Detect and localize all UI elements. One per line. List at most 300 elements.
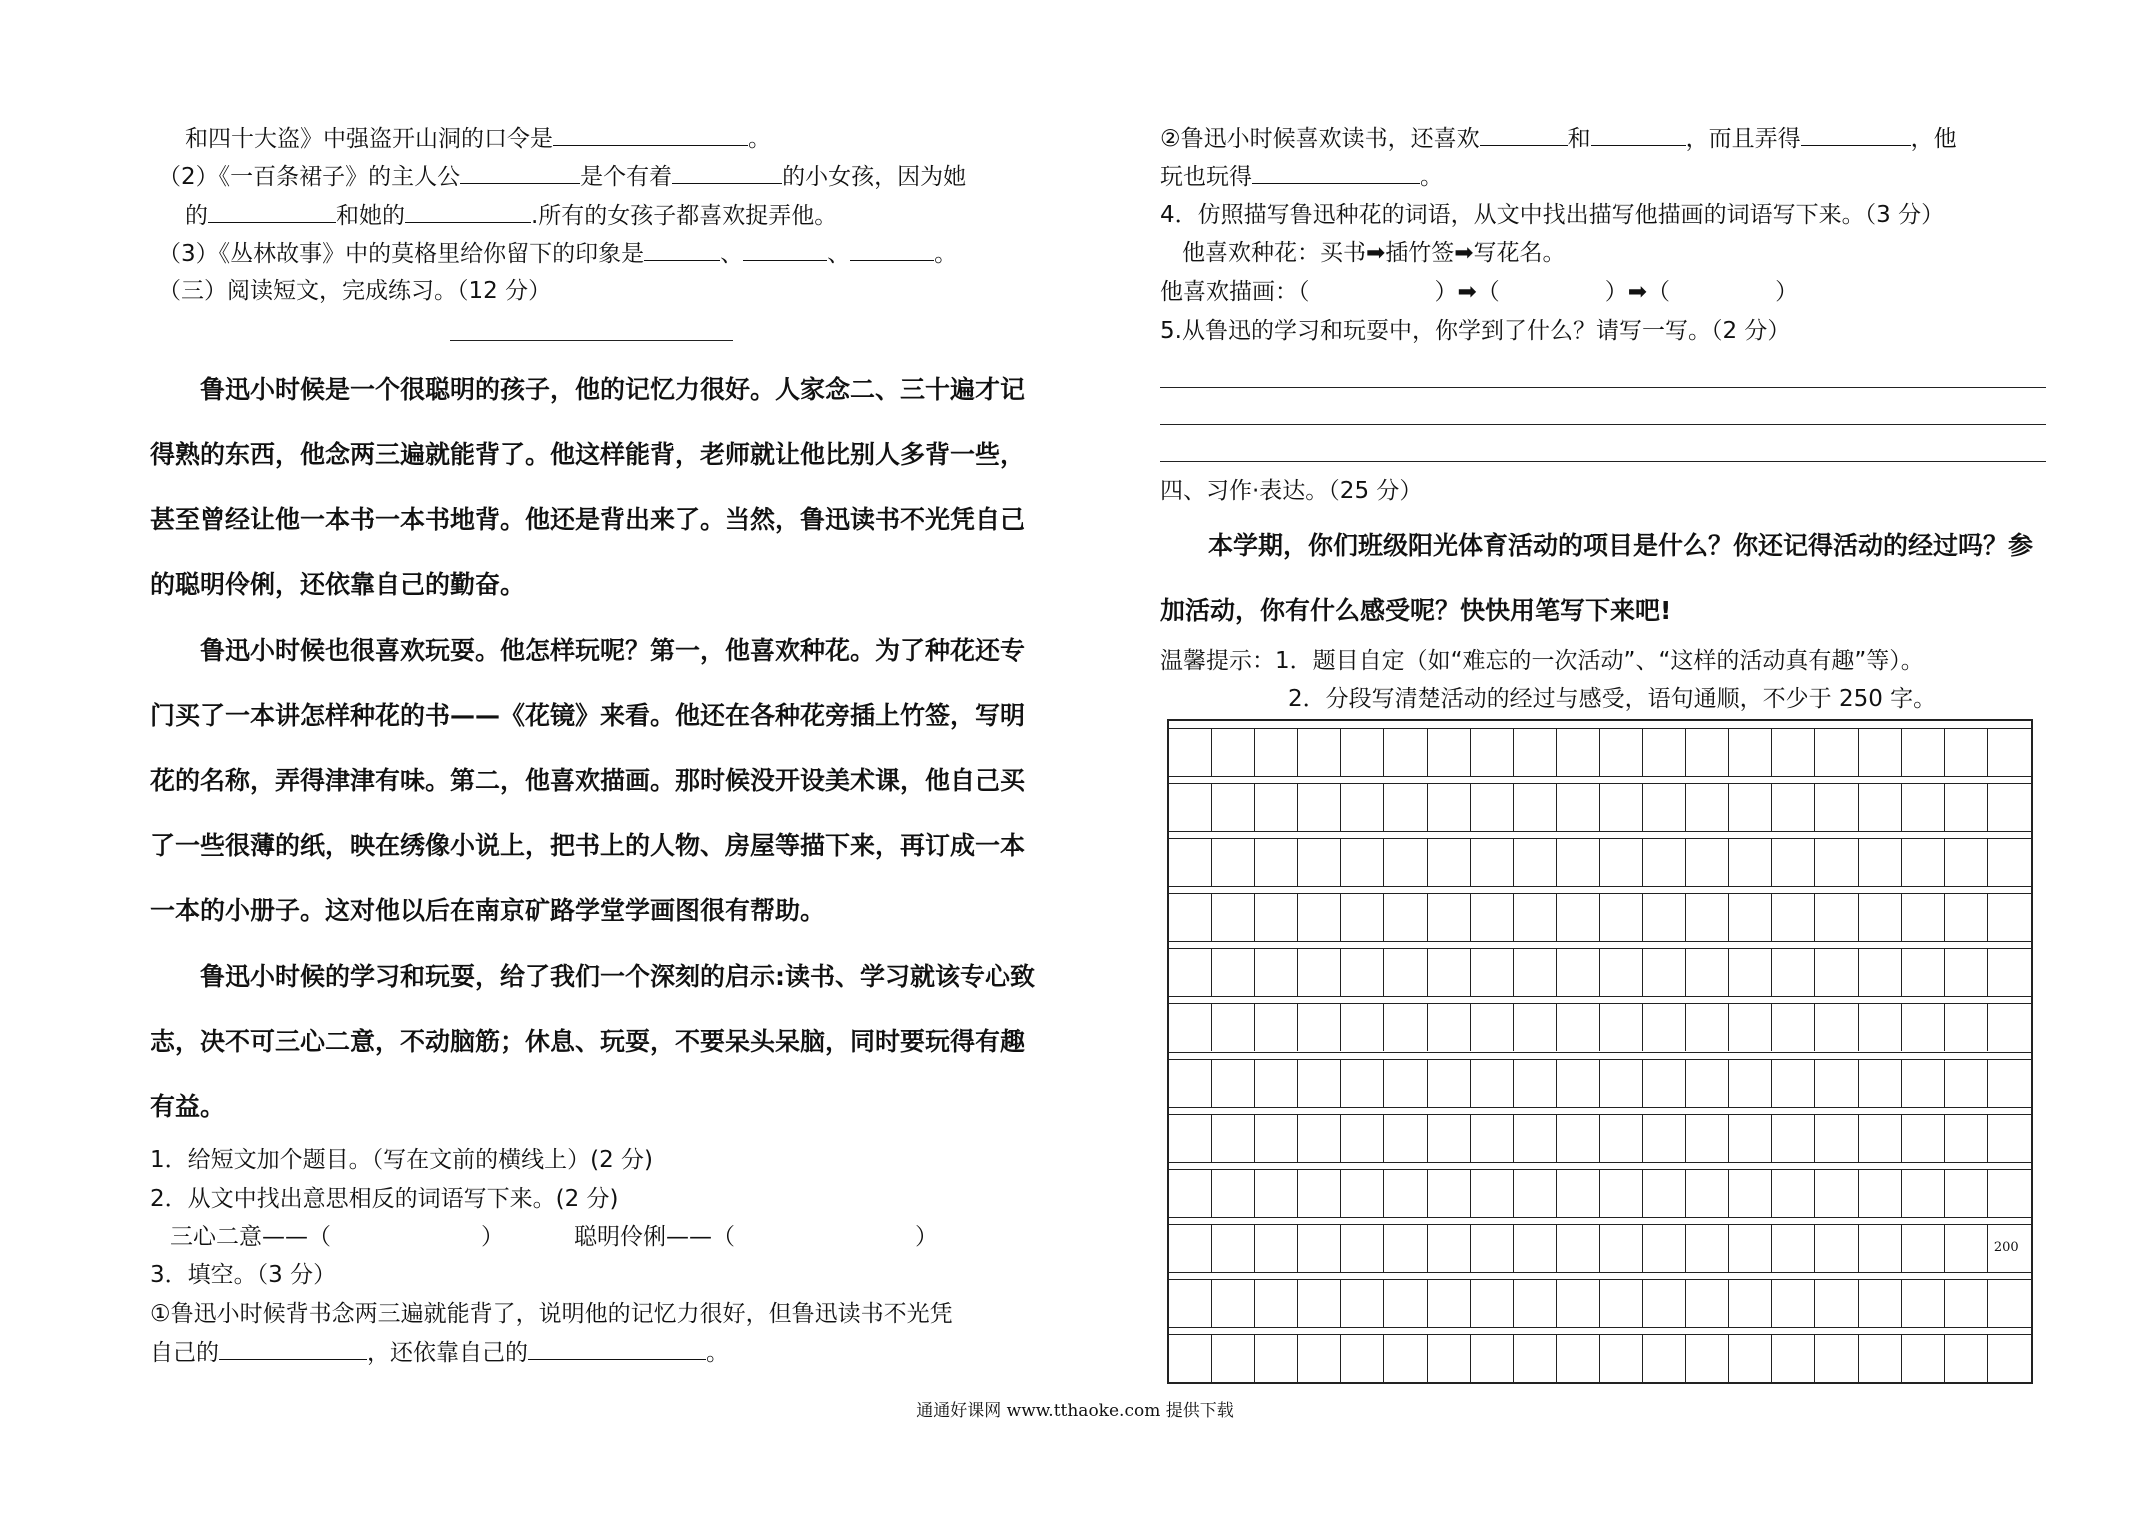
grid-cell[interactable] <box>1686 783 1729 831</box>
question-2: 2．从文中找出意思相反的词语写下来。(2 分) <box>150 1186 619 1212</box>
text: 。 <box>934 241 958 267</box>
answer-blank[interactable] <box>219 1337 367 1360</box>
grid-cell[interactable] <box>1428 1059 1471 1107</box>
grid-cell[interactable] <box>1600 728 1643 776</box>
grid-cell[interactable] <box>1772 948 1815 996</box>
grid-cell[interactable] <box>1298 1279 1341 1327</box>
grid-cell[interactable] <box>1385 1169 1428 1217</box>
grid-cell[interactable] <box>1729 1334 1772 1382</box>
grid-cell[interactable] <box>1686 1114 1729 1162</box>
grid-cell[interactable] <box>1945 1003 1988 1051</box>
grid-cell[interactable] <box>1557 1169 1600 1217</box>
grid-cell[interactable] <box>1859 1114 1902 1162</box>
answer-blank[interactable] <box>405 200 531 223</box>
grid-cell[interactable] <box>1298 728 1341 776</box>
grid-cell[interactable] <box>1255 1059 1298 1107</box>
grid-cell[interactable] <box>1385 783 1428 831</box>
grid-cell[interactable] <box>1428 1224 1471 1272</box>
grid-cell[interactable] <box>1643 1169 1686 1217</box>
left-line-2 <box>158 161 966 192</box>
grid-cell[interactable] <box>1385 1334 1428 1382</box>
grid-cell[interactable] <box>1428 1114 1471 1162</box>
grid-cell[interactable] <box>1255 838 1298 886</box>
grid-cell[interactable] <box>1428 838 1471 886</box>
passage-line: 了一些很薄的纸，映在绣像小说上，把书上的人物、房屋等描下来，再订成一本 <box>150 831 1026 860</box>
grid-cell[interactable] <box>1945 1334 1988 1382</box>
grid-cell[interactable] <box>1643 1114 1686 1162</box>
grid-cell[interactable] <box>1428 1334 1471 1382</box>
writing-line[interactable] <box>1160 424 2046 425</box>
right-line-1 <box>1160 123 1957 154</box>
section-heading: （三）阅读短文，完成练习。（12 分） <box>158 278 552 304</box>
grid-cell[interactable] <box>1772 893 1815 941</box>
grid-cell[interactable] <box>1643 893 1686 941</box>
grid-row-gap-line <box>1169 1162 2031 1163</box>
grid-cell[interactable] <box>1600 1003 1643 1051</box>
composition-grid[interactable] <box>1167 719 2033 1384</box>
text: ②鲁迅小时候喜欢读书，还喜欢 <box>1160 126 1480 152</box>
grid-cell[interactable] <box>1471 1169 1514 1217</box>
grid-cell[interactable] <box>1212 1169 1255 1217</box>
grid-cell[interactable] <box>1600 1279 1643 1327</box>
grid-cell[interactable] <box>1298 783 1341 831</box>
grid-cell[interactable] <box>1557 948 1600 996</box>
grid-cell[interactable] <box>1169 1059 1212 1107</box>
grid-cell[interactable] <box>1212 783 1255 831</box>
grid-cell[interactable] <box>1169 838 1212 886</box>
grid-cell[interactable] <box>1729 1059 1772 1107</box>
grid-cell[interactable] <box>1255 1334 1298 1382</box>
text: （3）《丛林故事》中的莫格里给你留下的印象是 <box>158 241 645 267</box>
grid-cell[interactable] <box>1600 1114 1643 1162</box>
passage-line: 有益。 <box>150 1092 226 1121</box>
grid-cell[interactable] <box>1600 783 1643 831</box>
grid-cell[interactable] <box>1471 783 1514 831</box>
grid-cell[interactable] <box>1212 893 1255 941</box>
grid-cell[interactable] <box>1169 1334 1212 1382</box>
grid-cell[interactable] <box>1428 948 1471 996</box>
answer-blank[interactable] <box>743 238 827 261</box>
text: 玩也玩得 <box>1160 164 1252 190</box>
grid-cell[interactable] <box>1816 1334 1859 1382</box>
grid-cell[interactable] <box>1341 1114 1384 1162</box>
grid-cell[interactable] <box>1902 1114 1945 1162</box>
passage-line: 一本的小册子。这对他以后在南京矿路学堂学画图很有帮助。 <box>150 896 826 925</box>
grid-cell[interactable] <box>1255 1003 1298 1051</box>
grid-cell[interactable] <box>1902 948 1945 996</box>
grid-cell[interactable] <box>1643 1224 1686 1272</box>
grid-cell[interactable] <box>1772 783 1815 831</box>
text: ）➡（ <box>1434 279 1500 305</box>
grid-cell[interactable] <box>1212 1003 1255 1051</box>
grid-cell[interactable] <box>1816 783 1859 831</box>
grid-cell[interactable] <box>1169 948 1212 996</box>
grid-cell[interactable] <box>1255 783 1298 831</box>
grid-cell[interactable] <box>1557 1003 1600 1051</box>
grid-cell[interactable] <box>1902 728 1945 776</box>
grid-cell[interactable] <box>1341 948 1384 996</box>
grid-cell[interactable] <box>1643 1059 1686 1107</box>
grid-row-gap-line <box>1169 886 2031 887</box>
grid-cell[interactable] <box>1772 1059 1815 1107</box>
grid-cell[interactable] <box>1816 893 1859 941</box>
grid-cell[interactable] <box>1385 893 1428 941</box>
grid-cell[interactable] <box>1600 1169 1643 1217</box>
grid-row <box>1169 783 2031 831</box>
text: .所有的女孩子都喜欢捉弄他。 <box>531 203 838 229</box>
grid-cell[interactable] <box>1471 1114 1514 1162</box>
grid-cell[interactable] <box>1514 1224 1557 1272</box>
grid-cell[interactable] <box>1298 1114 1341 1162</box>
grid-cell[interactable] <box>1816 1169 1859 1217</box>
grid-cell[interactable] <box>1643 838 1686 886</box>
text: 、 <box>827 241 851 267</box>
grid-cell[interactable] <box>1945 1224 1988 1272</box>
writing-line[interactable] <box>1160 387 2046 388</box>
grid-cell[interactable] <box>1428 1279 1471 1327</box>
grid-cell[interactable] <box>1428 1003 1471 1051</box>
grid-cell[interactable] <box>1945 783 1988 831</box>
grid-cell[interactable] <box>1557 893 1600 941</box>
grid-cell[interactable] <box>1298 1169 1341 1217</box>
grid-cell[interactable] <box>1471 838 1514 886</box>
grid-row <box>1169 1003 2031 1051</box>
grid-cell[interactable] <box>1902 838 1945 886</box>
grid-cell[interactable] <box>1686 728 1729 776</box>
answer-blank[interactable] <box>528 1337 706 1360</box>
grid-cell[interactable] <box>1729 948 1772 996</box>
grid-cell[interactable] <box>1169 893 1212 941</box>
grid-cell[interactable] <box>1298 1059 1341 1107</box>
grid-cell[interactable] <box>1169 1279 1212 1327</box>
grid-cell[interactable] <box>1945 893 1988 941</box>
grid-cell[interactable] <box>1514 728 1557 776</box>
grid-cell[interactable] <box>1341 838 1384 886</box>
grid-cell[interactable] <box>1514 1114 1557 1162</box>
grid-cell[interactable] <box>1385 1114 1428 1162</box>
grid-cell[interactable] <box>1643 1334 1686 1382</box>
grid-cell[interactable] <box>1255 1279 1298 1327</box>
grid-cell[interactable] <box>1686 1224 1729 1272</box>
grid-cell[interactable] <box>1341 1003 1384 1051</box>
grid-cell[interactable] <box>1514 948 1557 996</box>
grid-cell[interactable] <box>1859 1059 1902 1107</box>
writing-line[interactable] <box>1160 461 2046 462</box>
grid-cell[interactable] <box>1428 783 1471 831</box>
grid-row <box>1169 838 2031 886</box>
grid-cell[interactable] <box>1471 1224 1514 1272</box>
grid-cell[interactable] <box>1902 1003 1945 1051</box>
grid-cell[interactable] <box>1514 1059 1557 1107</box>
grid-cell[interactable] <box>1600 1334 1643 1382</box>
question-4: 4．仿照描写鲁迅种花的词语，从文中找出描写他描画的词语写下来。（3 分） <box>1160 202 1945 228</box>
grid-cell[interactable] <box>1902 1334 1945 1382</box>
grid-cell[interactable] <box>1298 838 1341 886</box>
grid-cell[interactable] <box>1471 1059 1514 1107</box>
grid-cell[interactable] <box>1686 838 1729 886</box>
grid-cell[interactable] <box>1169 1169 1212 1217</box>
grid-cell[interactable] <box>1298 948 1341 996</box>
grid-cell[interactable] <box>1385 1003 1428 1051</box>
grid-cell[interactable] <box>1945 838 1988 886</box>
grid-cell[interactable] <box>1902 1279 1945 1327</box>
grid-cell[interactable] <box>1902 1059 1945 1107</box>
grid-row-gap-line <box>1169 1052 2031 1053</box>
grid-cell[interactable] <box>1341 728 1384 776</box>
grid-cell[interactable] <box>1298 1334 1341 1382</box>
answer-blank[interactable] <box>850 238 934 261</box>
grid-cell[interactable] <box>1514 838 1557 886</box>
tip-line: 温馨提示：1．题目自定（如“难忘的一次活动”、“这样的活动真有趣”等）。 <box>1160 648 1924 674</box>
grid-row-gap-line <box>1169 1272 2031 1273</box>
grid-cell[interactable] <box>1772 1003 1815 1051</box>
grid-cell[interactable] <box>1643 1003 1686 1051</box>
grid-cell[interactable] <box>1816 728 1859 776</box>
question-3-line <box>150 1337 729 1368</box>
passage-line: 得熟的东西，他念两三遍就能背了。他这样能背，老师就让他比别人多背一些， <box>150 440 1026 469</box>
grid-cell[interactable] <box>1557 1114 1600 1162</box>
text: 。 <box>1420 164 1443 190</box>
grid-cell[interactable] <box>1385 1279 1428 1327</box>
grid-cell[interactable] <box>1816 948 1859 996</box>
grid-cell[interactable] <box>1816 1114 1859 1162</box>
answer-blank[interactable] <box>208 200 336 223</box>
grid-cell[interactable] <box>1945 1114 1988 1162</box>
grid-cell[interactable] <box>1212 1334 1255 1382</box>
grid-cell[interactable] <box>1643 728 1686 776</box>
grid-cell[interactable] <box>1729 1114 1772 1162</box>
left-line-3 <box>185 200 837 231</box>
grid-cell[interactable] <box>1859 838 1902 886</box>
grid-cell[interactable] <box>1298 1003 1341 1051</box>
grid-cell[interactable] <box>1385 838 1428 886</box>
grid-row-gap-line <box>1169 941 2031 942</box>
grid-cell[interactable] <box>1945 1279 1988 1327</box>
grid-cell[interactable] <box>1212 838 1255 886</box>
grid-cell[interactable] <box>1212 1224 1255 1272</box>
text: 和 <box>1567 126 1591 152</box>
grid-cell[interactable] <box>1600 948 1643 996</box>
grid-cell[interactable] <box>1859 728 1902 776</box>
answer-blank[interactable] <box>460 161 580 184</box>
grid-cell[interactable] <box>1428 893 1471 941</box>
grid-cell[interactable] <box>1557 838 1600 886</box>
grid-cell[interactable] <box>1341 1334 1384 1382</box>
tip-line: 2．分段写清楚活动的经过与感受，语句通顺，不少于 250 字。 <box>1288 686 1937 712</box>
grid-cell[interactable] <box>1686 948 1729 996</box>
grid-cell[interactable] <box>1514 1003 1557 1051</box>
passage-line: 鲁迅小时候也很喜欢玩耍。他怎样玩呢？第一，他喜欢种花。为了种花还专 <box>200 636 1026 665</box>
question-3: 3．填空。（3 分） <box>150 1262 337 1288</box>
grid-cell[interactable] <box>1729 783 1772 831</box>
grid-cell[interactable] <box>1212 1114 1255 1162</box>
grid-cell[interactable] <box>1341 893 1384 941</box>
grid-cell[interactable] <box>1772 1334 1815 1382</box>
grid-cell[interactable] <box>1945 1169 1988 1217</box>
grid-cell[interactable] <box>1859 1003 1902 1051</box>
grid-cell[interactable] <box>1298 1224 1341 1272</box>
answer-blank[interactable] <box>1252 161 1420 184</box>
title-blank-line[interactable] <box>450 340 733 341</box>
grid-cell[interactable] <box>1471 1334 1514 1382</box>
grid-cell[interactable] <box>1772 1224 1815 1272</box>
grid-cell[interactable] <box>1729 1003 1772 1051</box>
grid-cell[interactable] <box>1341 1059 1384 1107</box>
grid-cell[interactable] <box>1945 728 1988 776</box>
grid-cell[interactable] <box>1643 783 1686 831</box>
grid-cell[interactable] <box>1341 1279 1384 1327</box>
grid-cell[interactable] <box>1471 728 1514 776</box>
grid-cell[interactable] <box>1772 1169 1815 1217</box>
grid-cell[interactable] <box>1255 948 1298 996</box>
grid-cell[interactable] <box>1557 1224 1600 1272</box>
grid-cell[interactable] <box>1686 1334 1729 1382</box>
grid-cell[interactable] <box>1514 1169 1557 1217</box>
grid-cell[interactable] <box>1600 1224 1643 1272</box>
grid-cell[interactable] <box>1514 1334 1557 1382</box>
grid-cell[interactable] <box>1686 1003 1729 1051</box>
grid-cell[interactable] <box>1471 1003 1514 1051</box>
grid-cell[interactable] <box>1341 783 1384 831</box>
grid-row <box>1169 1224 2031 1272</box>
text: 聪明伶俐——（ <box>574 1224 735 1250</box>
grid-cell[interactable] <box>1298 893 1341 941</box>
grid-cell[interactable] <box>1471 948 1514 996</box>
grid-row-gap-line <box>1169 1107 2031 1108</box>
grid-row <box>1169 1169 2031 1217</box>
section-heading: 四、习作·表达。（25 分） <box>1160 478 1423 504</box>
text: ）➡（ <box>1604 279 1671 305</box>
grid-cell[interactable] <box>1514 1279 1557 1327</box>
grid-cell[interactable] <box>1816 1279 1859 1327</box>
grid-cell[interactable] <box>1428 1169 1471 1217</box>
grid-cell[interactable] <box>1514 783 1557 831</box>
answer-blank[interactable] <box>553 123 748 146</box>
passage-line: 花的名称，弄得津津有味。第二，他喜欢描画。那时候没开设美术课，他自己买 <box>150 766 1026 795</box>
grid-cell[interactable] <box>1859 1334 1902 1382</box>
text: 。 <box>706 1340 729 1366</box>
left-line-1 <box>185 123 771 154</box>
grid-cell[interactable] <box>1212 728 1255 776</box>
grid-cell[interactable] <box>1557 783 1600 831</box>
grid-cell[interactable] <box>1385 948 1428 996</box>
grid-cell[interactable] <box>1686 893 1729 941</box>
grid-cell[interactable] <box>1772 728 1815 776</box>
grid-cell[interactable] <box>1600 1059 1643 1107</box>
text: 三心二意——（ <box>170 1224 331 1250</box>
answer-blank[interactable] <box>672 161 782 184</box>
grid-row-gap-line <box>1169 1327 2031 1328</box>
grid-cell[interactable] <box>1255 728 1298 776</box>
grid-cell[interactable] <box>1902 1224 1945 1272</box>
grid-cell[interactable] <box>1557 1059 1600 1107</box>
grid-cell[interactable] <box>1729 893 1772 941</box>
grid-cell[interactable] <box>1859 948 1902 996</box>
grid-cell[interactable] <box>1729 1279 1772 1327</box>
passage-line: 鲁迅小时候的学习和玩耍，给了我们一个深刻的启示:读书、学习就该专心致 <box>200 962 1036 991</box>
grid-cell[interactable] <box>1902 783 1945 831</box>
grid-cell[interactable] <box>1169 728 1212 776</box>
grid-cell[interactable] <box>1255 1224 1298 1272</box>
grid-cell[interactable] <box>1169 1224 1212 1272</box>
grid-cell[interactable] <box>1772 1114 1815 1162</box>
passage-line: 甚至曾经让他一本书一本书地背。他还是背出来了。当然，鲁迅读书不光凭自己 <box>150 505 1026 534</box>
grid-cell[interactable] <box>1255 1114 1298 1162</box>
grid-cell[interactable] <box>1729 1169 1772 1217</box>
grid-cell[interactable] <box>1816 1003 1859 1051</box>
grid-cell[interactable] <box>1686 1169 1729 1217</box>
grid-cell[interactable] <box>1557 1279 1600 1327</box>
grid-cell[interactable] <box>1557 1334 1600 1382</box>
grid-cell[interactable] <box>1385 1224 1428 1272</box>
text: ） <box>481 1224 504 1250</box>
text: 。 <box>748 126 771 152</box>
grid-row-gap-line <box>1169 776 2031 777</box>
grid-row <box>1169 1114 2031 1162</box>
grid-cell[interactable] <box>1643 1279 1686 1327</box>
grid-cell[interactable] <box>1643 948 1686 996</box>
grid-cell[interactable] <box>1816 1059 1859 1107</box>
grid-cell[interactable] <box>1212 1059 1255 1107</box>
grid-cell[interactable] <box>1341 1224 1384 1272</box>
grid-cell[interactable] <box>1859 1279 1902 1327</box>
grid-cell[interactable] <box>1169 1003 1212 1051</box>
grid-cell[interactable] <box>1471 893 1514 941</box>
prompt-line: 加活动，你有什么感受呢？快快用笔写下来吧! <box>1160 596 1672 625</box>
grid-cell[interactable] <box>1772 838 1815 886</box>
grid-cell[interactable] <box>1859 1169 1902 1217</box>
grid-cell[interactable] <box>1729 838 1772 886</box>
grid-cell[interactable] <box>1772 1279 1815 1327</box>
grid-cell[interactable] <box>1729 1224 1772 1272</box>
text: ，还依靠自己的 <box>367 1340 528 1366</box>
answer-blank[interactable] <box>1480 123 1568 146</box>
grid-cell[interactable] <box>1428 728 1471 776</box>
grid-cell[interactable] <box>1212 1279 1255 1327</box>
left-line-4 <box>158 238 957 269</box>
grid-cell[interactable] <box>1945 1059 1988 1107</box>
grid-cell[interactable] <box>1600 838 1643 886</box>
answer-blank[interactable] <box>644 238 720 261</box>
grid-cell[interactable] <box>1902 1169 1945 1217</box>
grid-cell[interactable] <box>1859 893 1902 941</box>
grid-cell[interactable] <box>1255 1169 1298 1217</box>
grid-cell[interactable] <box>1945 948 1988 996</box>
grid-cell[interactable] <box>1341 1169 1384 1217</box>
grid-cell[interactable] <box>1385 728 1428 776</box>
grid-cell[interactable] <box>1816 1224 1859 1272</box>
grid-cell[interactable] <box>1514 893 1557 941</box>
grid-cell[interactable] <box>1385 1059 1428 1107</box>
grid-cell[interactable] <box>1212 948 1255 996</box>
grid-cell[interactable] <box>1816 838 1859 886</box>
grid-cell[interactable] <box>1471 1279 1514 1327</box>
grid-cell[interactable] <box>1729 728 1772 776</box>
grid-cell[interactable] <box>1686 1279 1729 1327</box>
text: ，他 <box>1910 126 1957 152</box>
answer-blank[interactable] <box>1591 123 1686 146</box>
grid-cell[interactable] <box>1255 893 1298 941</box>
answer-blank[interactable] <box>1801 123 1911 146</box>
grid-cell[interactable] <box>1557 728 1600 776</box>
grid-cell[interactable] <box>1169 783 1212 831</box>
grid-cell[interactable] <box>1902 893 1945 941</box>
grid-cell[interactable] <box>1169 1114 1212 1162</box>
grid-cell[interactable] <box>1859 1224 1902 1272</box>
grid-cell[interactable] <box>1859 783 1902 831</box>
grid-cell[interactable] <box>1686 1059 1729 1107</box>
grid-cell[interactable] <box>1600 893 1643 941</box>
